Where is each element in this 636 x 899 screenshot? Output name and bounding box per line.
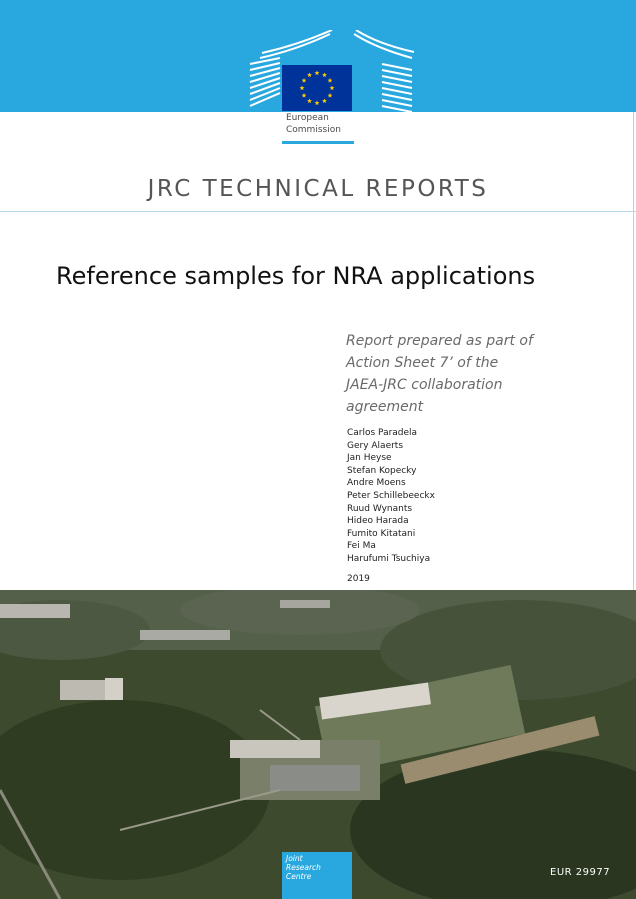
author-name: Peter Schillebeeckx [347,490,435,501]
jrc-line: Joint [286,854,303,863]
subtitle-line: JAEA-JRC collaboration [346,377,503,393]
report-number: EUR 29977 [550,867,611,878]
logo-text [286,112,341,136]
author-name: Fumito Kitatani [347,528,416,539]
series-title: JRC TECHNICAL REPORTS [147,176,489,202]
author-name: Fei Ma [347,541,376,552]
report-title: Reference samples for NRA applications [56,262,536,290]
jrc-logo [282,852,352,899]
subtitle-line: Action Sheet 7’ of the [346,355,499,371]
subtitle-line: agreement [346,399,424,415]
author-name: Jan Heyse [347,453,392,464]
author-name: Harufumi Tsuchiya [347,553,431,564]
divider [0,211,636,212]
author-name: Hideo Harada [347,516,409,527]
logo-text-line1: European [286,113,329,123]
author-name: Carlos Paradela [347,428,418,438]
author-list [347,427,435,566]
author-name: Gery Alaerts [347,440,404,451]
publication-year: 2019 [347,574,370,584]
logo-building-graphic [246,30,416,112]
logo-underline [282,141,354,144]
report-subtitle [346,330,556,418]
jrc-line: Centre [286,872,312,881]
jrc-line: Research [286,863,321,872]
author-name: Andre Moens [347,478,406,489]
author-name: Stefan Kopecky [347,465,417,476]
jrc-logo-text [286,854,321,881]
subtitle-line: Report prepared as part of [346,333,533,349]
logo-text-line2: Commission [286,125,341,135]
author-name: Ruud Wynants [347,503,413,514]
european-commission-logo [246,30,416,145]
page-edge [633,112,634,590]
